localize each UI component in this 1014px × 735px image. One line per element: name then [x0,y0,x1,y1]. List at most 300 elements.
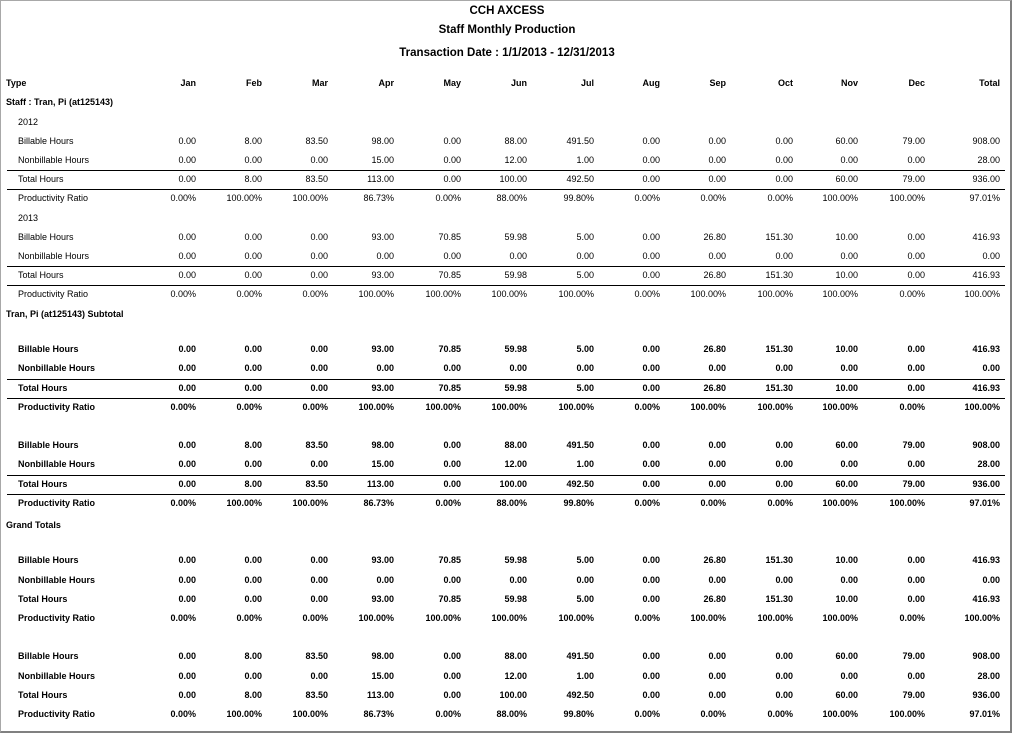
row-value-jun: 59.98 [504,270,527,280]
row-value-mar: 83.50 [305,136,328,146]
row-value-jan: 0.00 [178,155,196,165]
row-label: Nonbillable Hours [18,363,96,373]
row-value-feb: 0.00 [244,383,262,393]
row-value-nov: 10.00 [835,383,858,393]
year-heading-2013: 2013 [18,213,39,223]
row-value-oct: 151.30 [765,270,793,280]
total-separator-line [7,398,1005,399]
row-value-feb: 0.00 [244,344,262,354]
table-row [0,135,1014,151]
row-value-total: 0.00 [982,251,1000,261]
row-value-nov: 0.00 [840,671,858,681]
row-value-jun: 100.00 [499,479,527,489]
table-row [0,497,1014,513]
row-value-sep: 0.00% [700,193,726,203]
row-value-sep: 100.00% [690,402,726,412]
row-value-mar: 0.00% [302,289,328,299]
row-value-jul: 1.00 [576,155,594,165]
row-value-apr: 98.00 [371,440,394,450]
row-value-jan: 0.00 [178,555,196,565]
row-value-mar: 83.50 [305,440,328,450]
row-value-apr: 100.00% [358,402,394,412]
row-value-feb: 0.00% [236,289,262,299]
row-value-total: 97.01% [969,709,1000,719]
row-value-sep: 0.00 [708,440,726,450]
row-value-apr: 86.73% [363,193,394,203]
column-header-row [0,77,1014,93]
row-value-oct: 151.30 [765,232,793,242]
row-value-oct: 151.30 [765,555,793,565]
row-value-dec: 79.00 [902,440,925,450]
row-value-aug: 0.00% [634,498,660,508]
row-label: Total Hours [18,174,64,184]
total-separator-line [7,189,1005,190]
row-label: Billable Hours [18,344,79,354]
staff-heading: Staff : Tran, Pi (at125143) [6,97,114,107]
row-value-mar: 0.00% [302,402,328,412]
column-header-jul: Jul [580,78,594,88]
row-value-feb: 8.00 [244,174,262,184]
row-value-apr: 113.00 [367,174,394,184]
row-value-mar: 0.00 [310,232,328,242]
row-value-nov: 60.00 [835,651,858,661]
row-value-total: 416.93 [972,383,1000,393]
row-value-apr: 15.00 [371,459,394,469]
row-value-jun: 100.00 [499,690,527,700]
row-value-may: 0.00 [443,155,461,165]
row-value-nov: 60.00 [835,440,858,450]
row-value-aug: 0.00 [642,690,660,700]
row-value-nov: 0.00 [840,251,858,261]
row-value-jan: 0.00 [178,363,196,373]
row-value-jul: 5.00 [576,232,594,242]
row-value-mar: 83.50 [305,174,328,184]
row-value-aug: 0.00 [642,383,660,393]
row-value-apr: 100.00% [358,289,394,299]
row-label: Nonbillable Hours [18,671,96,681]
row-value-apr: 0.00 [376,363,394,373]
row-value-mar: 83.50 [305,479,328,489]
row-value-jan: 0.00% [170,289,196,299]
row-value-sep: 0.00% [700,709,726,719]
row-value-nov: 60.00 [835,479,858,489]
row-value-may: 0.00 [443,479,461,489]
row-value-jan: 0.00 [178,440,196,450]
row-value-dec: 100.00% [889,498,925,508]
row-value-may: 0.00 [443,440,461,450]
row-value-sep: 0.00 [708,251,726,261]
row-value-feb: 8.00 [244,479,262,489]
row-value-sep: 0.00 [708,459,726,469]
row-label: Nonbillable Hours [18,251,90,261]
column-header-jan: Jan [180,78,196,88]
row-value-dec: 0.00 [907,459,925,469]
row-label: Billable Hours [18,555,79,565]
row-value-dec: 100.00% [889,709,925,719]
table-row [0,192,1014,208]
row-value-aug: 0.00% [634,613,660,623]
total-separator-line [7,475,1005,476]
row-value-oct: 0.00% [767,498,793,508]
row-value-jan: 0.00 [178,594,196,604]
row-value-nov: 60.00 [835,174,858,184]
row-value-total: 28.00 [977,459,1000,469]
table-row [0,382,1014,398]
row-value-dec: 0.00 [907,363,925,373]
row-value-nov: 100.00% [822,613,858,623]
row-value-mar: 0.00% [302,613,328,623]
column-header-feb: Feb [245,78,262,88]
row-value-may: 70.85 [438,383,461,393]
row-value-nov: 100.00% [822,193,858,203]
row-value-dec: 79.00 [902,651,925,661]
row-value-jul: 0.00 [576,575,594,585]
row-value-may: 70.85 [438,232,461,242]
row-value-mar: 100.00% [292,498,328,508]
row-value-mar: 0.00 [310,270,328,280]
row-value-sep: 100.00% [690,289,726,299]
row-value-jan: 0.00% [170,613,196,623]
row-value-mar: 0.00 [310,671,328,681]
row-value-aug: 0.00% [634,402,660,412]
row-value-mar: 0.00 [310,344,328,354]
row-value-jul: 491.50 [566,440,594,450]
row-label: Productivity Ratio [18,402,96,412]
row-value-apr: 98.00 [371,651,394,661]
row-value-jun: 59.98 [504,383,527,393]
table-row [0,439,1014,455]
row-value-feb: 0.00 [244,270,262,280]
row-value-feb: 0.00% [236,402,262,412]
row-value-oct: 0.00% [767,193,793,203]
row-label: Total Hours [18,594,68,604]
row-value-dec: 0.00 [907,594,925,604]
row-value-mar: 0.00 [310,363,328,373]
row-value-nov: 10.00 [835,594,858,604]
row-label: Nonbillable Hours [18,575,96,585]
row-value-dec: 0.00 [907,671,925,681]
row-value-may: 70.85 [438,270,461,280]
total-separator-line [7,494,1005,495]
row-value-total: 28.00 [977,671,1000,681]
row-value-dec: 0.00 [907,383,925,393]
year-heading-2012: 2012 [18,117,39,127]
row-value-jun: 59.98 [504,344,527,354]
row-value-jul: 492.50 [566,690,594,700]
row-value-feb: 100.00% [226,709,262,719]
row-value-feb: 0.00% [236,613,262,623]
row-value-dec: 0.00 [907,251,925,261]
row-value-sep: 0.00% [700,498,726,508]
row-value-may: 70.85 [438,344,461,354]
row-value-jun: 0.00 [509,575,527,585]
row-value-sep: 0.00 [708,155,726,165]
row-value-apr: 86.73% [363,709,394,719]
row-value-sep: 0.00 [708,575,726,585]
row-value-feb: 0.00 [244,459,262,469]
row-value-apr: 15.00 [371,671,394,681]
row-value-apr: 86.73% [363,498,394,508]
row-value-aug: 0.00% [634,709,660,719]
row-value-oct: 151.30 [765,344,793,354]
row-value-apr: 15.00 [371,155,394,165]
row-value-oct: 0.00 [775,174,793,184]
row-value-jan: 0.00 [178,479,196,489]
company-name: CCH AXCESS [469,5,545,17]
row-value-mar: 83.50 [305,651,328,661]
row-value-apr: 100.00% [358,613,394,623]
row-value-may: 100.00% [425,613,461,623]
row-label: Nonbillable Hours [18,155,90,165]
row-value-apr: 98.00 [371,136,394,146]
row-value-jul: 0.00 [576,363,594,373]
row-value-mar: 0.00 [310,383,328,393]
total-separator-line [7,170,1005,171]
row-value-feb: 0.00 [244,363,262,373]
row-value-may: 70.85 [438,594,461,604]
row-value-total: 416.93 [972,232,1000,242]
row-value-jan: 0.00 [178,575,196,585]
row-value-dec: 0.00 [907,555,925,565]
row-value-oct: 0.00 [775,363,793,373]
row-value-jan: 0.00 [178,270,196,280]
column-header-aug: Aug [642,78,660,88]
row-value-dec: 0.00% [899,613,925,623]
row-value-jan: 0.00 [178,690,196,700]
row-value-total: 416.93 [972,270,1000,280]
row-value-jan: 0.00 [178,344,196,354]
row-value-may: 0.00 [443,671,461,681]
row-value-jul: 1.00 [576,671,594,681]
row-value-may: 70.85 [438,555,461,565]
row-value-total: 416.93 [972,555,1000,565]
row-value-dec: 79.00 [902,174,925,184]
row-value-jan: 0.00 [178,232,196,242]
column-header-jun: Jun [510,78,527,88]
table-row [0,708,1014,724]
row-value-oct: 100.00% [757,402,793,412]
row-value-jul: 99.80% [563,193,594,203]
row-value-jul: 100.00% [558,289,594,299]
table-row [0,288,1014,304]
row-value-dec: 0.00 [907,270,925,280]
row-value-jun: 59.98 [504,555,527,565]
row-value-sep: 0.00 [708,651,726,661]
row-value-jun: 100.00% [491,289,527,299]
row-value-jul: 492.50 [566,479,594,489]
row-value-feb: 0.00 [244,671,262,681]
row-value-jun: 88.00 [504,136,527,146]
row-value-jul: 5.00 [576,383,594,393]
row-value-jul: 100.00% [558,613,594,623]
row-value-jul: 491.50 [566,651,594,661]
row-value-aug: 0.00 [642,555,660,565]
row-value-sep: 0.00 [708,479,726,489]
row-value-oct: 0.00% [767,709,793,719]
total-separator-line [7,379,1005,380]
row-value-total: 100.00% [964,289,1000,299]
row-value-apr: 0.00 [376,575,394,585]
row-value-apr: 113.00 [366,479,394,489]
row-value-dec: 79.00 [902,690,925,700]
table-row [0,689,1014,705]
row-value-jun: 59.98 [504,232,527,242]
row-value-mar: 0.00 [310,251,328,261]
row-value-mar: 100.00% [292,193,328,203]
row-value-aug: 0.00 [642,232,660,242]
row-value-may: 0.00 [443,575,461,585]
row-value-jul: 99.80% [563,498,594,508]
row-value-oct: 151.30 [765,383,793,393]
table-row [0,343,1014,359]
row-value-mar: 0.00 [310,459,328,469]
row-value-jun: 100.00 [499,174,527,184]
row-value-total: 97.01% [969,498,1000,508]
row-value-oct: 0.00 [775,651,793,661]
column-header-nov: Nov [840,78,858,88]
row-value-jun: 88.00% [496,709,527,719]
row-value-sep: 100.00% [690,613,726,623]
row-value-oct: 0.00 [775,440,793,450]
row-value-jan: 0.00% [170,193,196,203]
row-label: Billable Hours [18,440,79,450]
row-value-oct: 0.00 [775,459,793,469]
row-value-total: 28.00 [977,155,1000,165]
row-value-apr: 93.00 [371,270,394,280]
row-value-apr: 113.00 [366,690,394,700]
row-value-apr: 93.00 [371,232,394,242]
row-value-sep: 26.80 [703,383,726,393]
row-value-nov: 0.00 [840,363,858,373]
row-value-sep: 0.00 [708,136,726,146]
row-value-dec: 79.00 [902,136,925,146]
row-value-apr: 93.00 [371,594,394,604]
total-separator-line [7,266,1005,267]
row-value-jul: 5.00 [576,344,594,354]
row-value-apr: 93.00 [371,344,394,354]
row-value-aug: 0.00 [642,594,660,604]
row-value-apr: 93.00 [371,383,394,393]
row-value-sep: 26.80 [703,232,726,242]
row-value-dec: 0.00% [899,402,925,412]
row-value-total: 936.00 [972,174,1000,184]
row-label: Productivity Ratio [18,498,96,508]
row-value-aug: 0.00 [642,651,660,661]
row-value-feb: 8.00 [244,440,262,450]
column-header-type: Type [6,78,27,88]
table-row [0,173,1014,189]
row-value-feb: 0.00 [244,232,262,242]
row-value-jul: 99.80% [563,709,594,719]
row-value-sep: 26.80 [703,270,726,280]
row-value-may: 0.00 [443,651,461,661]
row-value-nov: 60.00 [835,690,858,700]
row-value-dec: 100.00% [889,193,925,203]
table-row [0,612,1014,628]
row-value-nov: 100.00% [822,289,858,299]
row-value-may: 100.00% [425,289,461,299]
row-value-dec: 0.00% [899,289,925,299]
row-value-oct: 0.00 [775,479,793,489]
row-value-jan: 0.00% [170,402,196,412]
row-value-aug: 0.00 [642,671,660,681]
row-value-may: 0.00% [435,709,461,719]
row-value-mar: 83.50 [305,690,328,700]
row-value-jun: 0.00 [509,363,527,373]
table-row [0,154,1014,170]
row-value-total: 0.00 [982,575,1000,585]
row-value-nov: 60.00 [835,136,858,146]
row-value-apr: 93.00 [371,555,394,565]
row-value-aug: 0.00 [642,136,660,146]
row-value-may: 0.00 [443,690,461,700]
row-value-feb: 0.00 [244,251,262,261]
subtotal-heading: Tran, Pi (at125143) Subtotal [6,309,124,319]
row-value-oct: 0.00 [775,671,793,681]
row-value-mar: 0.00 [310,575,328,585]
row-value-jan: 0.00 [178,383,196,393]
row-value-nov: 0.00 [840,459,858,469]
row-value-sep: 0.00 [708,363,726,373]
row-value-jan: 0.00 [178,671,196,681]
row-label: Productivity Ratio [18,289,89,299]
row-value-total: 100.00% [964,402,1000,412]
row-value-feb: 8.00 [244,136,262,146]
row-value-sep: 0.00 [708,174,726,184]
row-value-jul: 492.50 [566,174,594,184]
table-row [0,362,1014,378]
row-value-sep: 26.80 [703,555,726,565]
row-value-jul: 5.00 [576,594,594,604]
row-value-jul: 5.00 [576,270,594,280]
row-value-oct: 151.30 [765,594,793,604]
row-value-may: 0.00% [435,193,461,203]
row-value-aug: 0.00 [642,174,660,184]
row-value-total: 908.00 [972,136,1000,146]
row-value-nov: 10.00 [835,270,858,280]
column-header-may: May [443,78,461,88]
row-value-feb: 0.00 [244,555,262,565]
row-value-total: 416.93 [972,594,1000,604]
row-value-dec: 79.00 [902,479,925,489]
column-header-total: Total [979,78,1000,88]
row-value-may: 0.00 [443,363,461,373]
total-separator-line [7,285,1005,286]
row-value-oct: 0.00 [775,136,793,146]
row-value-jul: 100.00% [558,402,594,412]
row-value-aug: 0.00 [642,155,660,165]
row-value-may: 0.00 [443,136,461,146]
row-value-total: 936.00 [972,479,1000,489]
column-header-dec: Dec [908,78,925,88]
row-value-jul: 1.00 [576,459,594,469]
row-value-aug: 0.00 [642,575,660,585]
row-value-sep: 0.00 [708,690,726,700]
row-value-mar: 0.00 [310,555,328,565]
report-date-range: Transaction Date : 1/1/2013 - 12/31/2013 [399,47,615,59]
row-value-oct: 0.00 [775,690,793,700]
row-value-jun: 88.00 [504,651,527,661]
table-row [0,650,1014,666]
row-value-feb: 0.00 [244,594,262,604]
column-header-apr: Apr [378,78,394,88]
row-value-nov: 100.00% [822,709,858,719]
row-value-oct: 100.00% [757,613,793,623]
table-row [0,401,1014,417]
row-value-total: 416.93 [972,344,1000,354]
row-value-jun: 12.00 [504,155,527,165]
column-header-oct: Oct [777,78,793,88]
